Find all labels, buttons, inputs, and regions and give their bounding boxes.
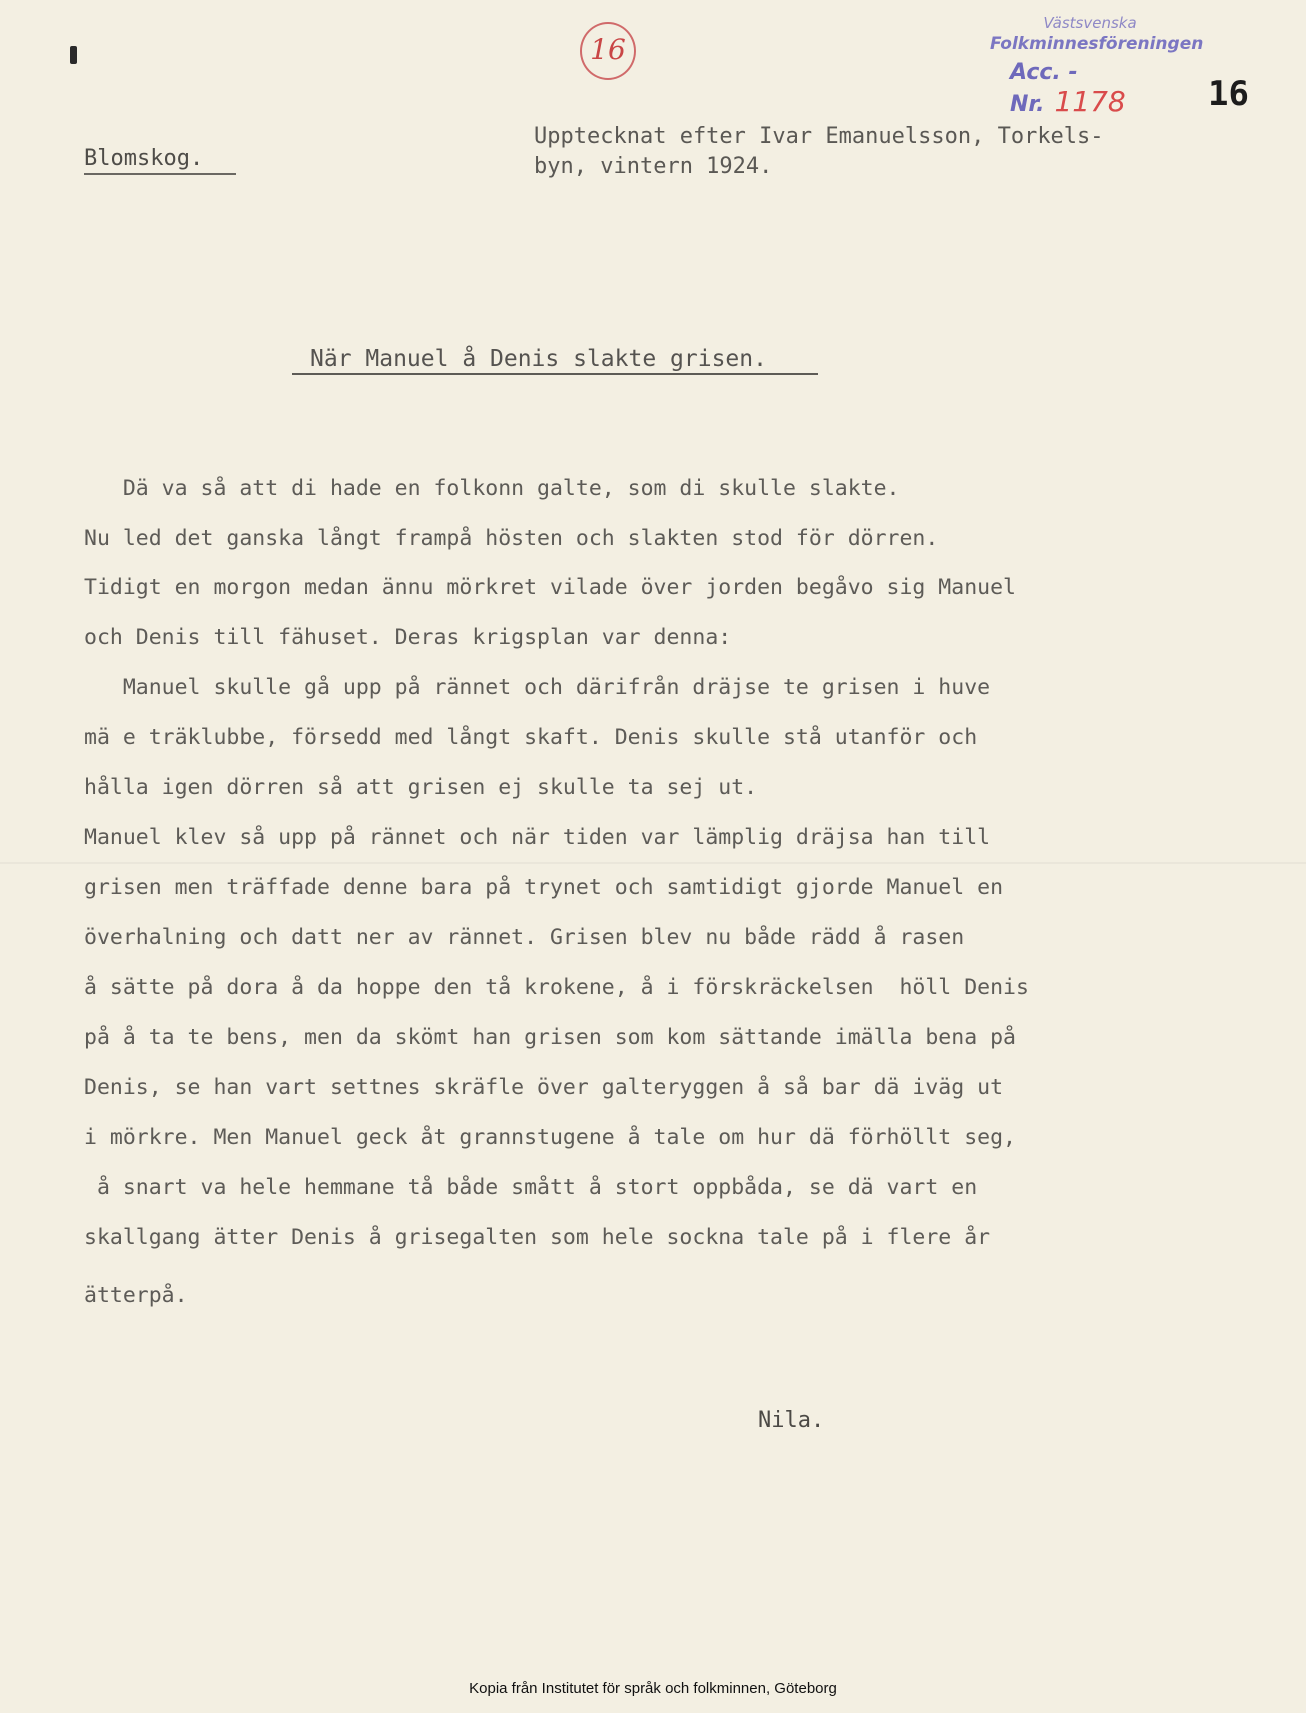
title-underline [292, 373, 818, 375]
handwritten-page-number: 16 [580, 22, 636, 80]
body-line: Manuel klev så upp på rännet och när tiden var lämplig dräjsa han till [84, 825, 991, 850]
body-line: och Denis till fähuset. Deras krigsplan var denna: [84, 625, 732, 650]
body-line: skallgang ätter Denis å grisegalten som hele sockna tale på i flere år [84, 1225, 991, 1250]
signature: Nila. [758, 1408, 825, 1433]
body-line: grisen men träffade denne bara på trynet och samtidigt gjorde Manuel en [84, 875, 1004, 900]
place-underline [84, 173, 236, 175]
body-line: Manuel skulle gå upp på rännet och därifrån dräjse te grisen i huve [84, 675, 991, 700]
stamp-line-2: Folkminnesföreningen [990, 34, 1204, 54]
body-line: mä e träklubbe, försedd med långt skaft. Denis skulle stå utanför och [84, 725, 978, 750]
ink-mark [70, 46, 77, 64]
body-line: Tidigt en morgon medan ännu mörkret vilade över jorden begåvo sig Manuel [84, 575, 1016, 600]
recorded-line-2: byn, vintern 1924. [534, 154, 773, 179]
body-line: i mörkre. Men Manuel geck åt grannstugene å tale om hur dä förhöllt seg, [84, 1125, 1016, 1150]
stamp-acc-label: Acc. - Nr. [1010, 60, 1078, 117]
body-line: ätterpå. [84, 1283, 188, 1308]
body-line: på å ta te bens, men da skömt han grisen som kom sättande imälla bena på [84, 1025, 1016, 1050]
copy-footer: Kopia från Institutet för språk och folkminnen, Göteborg [469, 1680, 837, 1697]
body-line: överhalning och datt ner av rännet. Grisen blev nu både rädd å rasen [84, 925, 965, 950]
paper-fold [0, 862, 1306, 864]
body-line: å snart va hele hemmane tå både smått å stort oppbåda, se dä vart en [84, 1175, 978, 1200]
body-line: å sätte på dora å da hoppe den tå krokene, å i förskräckelsen höll Denis [84, 975, 1029, 1000]
body-line: Dä va så att di hade en folkonn galte, som di skulle slakte. [84, 476, 900, 501]
body-line: Denis, se han vart settnes skräfle över galteryggen å så bar dä iväg ut [84, 1075, 1004, 1100]
archive-stamp [990, 14, 1204, 118]
recorded-info [534, 122, 1104, 182]
stamp-acc-number: 1178 [1054, 85, 1126, 118]
body-line: Nu led det ganska långt frampå hösten och slakten stod för dörren. [84, 526, 939, 551]
corner-page-number: 16 [1208, 74, 1249, 114]
body-line: hålla igen dörren så att grisen ej skulle ta sej ut. [84, 775, 758, 800]
stamp-acc [1010, 60, 1190, 118]
place-name: Blomskog. [84, 146, 204, 171]
stamp-line-1: Västsvenska [1043, 14, 1137, 32]
document-title: När Manuel å Denis slakte grisen. [310, 346, 767, 372]
recorded-line-1: Upptecknat efter Ivar Emanuelsson, Torkels- [534, 124, 1104, 149]
